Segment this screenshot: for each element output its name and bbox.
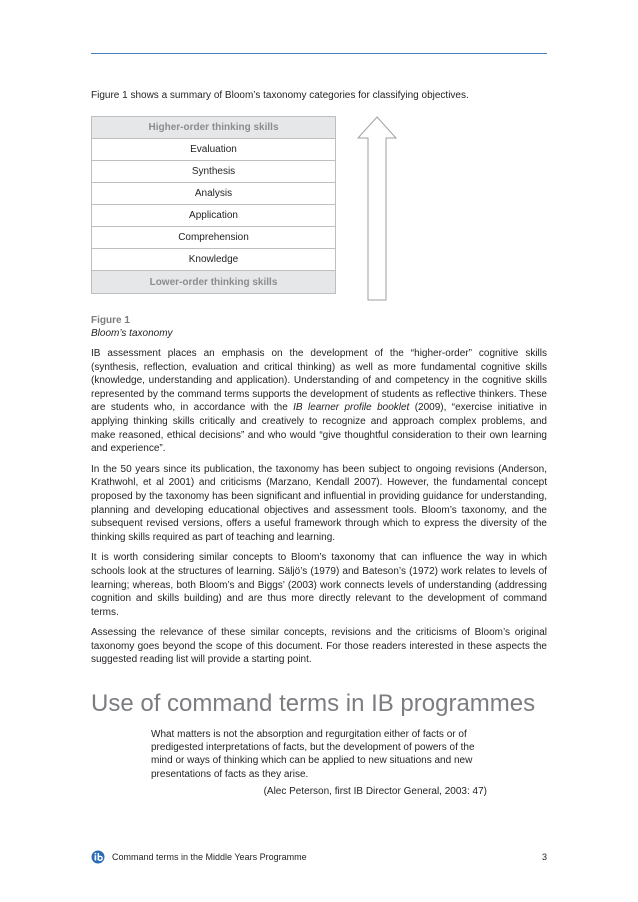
paragraph-text: IB assessment places an emphasis on the development of the “higher-order” cognitive skills (synthesis, reflection, evaluation and critical thinking) as well as more fundamental cognitive skills (knowledge, understanding and application). Understanding of and competency in the cognitive skills represented by the command terms supports the development of students as reflective thinkers. These are students who, in accordance with the — [91, 348, 547, 414]
paragraph: Assessing the relevance of these similar concepts, revisions and the criticisms of Bloom’s original taxonomy goes beyond the scope of this document. For those readers interested in these aspects the suggested reading list will provide a starting point. — [91, 627, 547, 666]
taxonomy-level: Evaluation — [92, 139, 335, 161]
page-footer — [91, 850, 547, 864]
taxonomy-level: Comprehension — [92, 227, 335, 249]
taxonomy-header: Higher-order thinking skills — [92, 117, 335, 139]
publication-title: IB learner profile booklet — [293, 402, 410, 414]
figure-label: Figure 1 — [91, 315, 130, 326]
quote-text: What matters is not the absorption and regurgitation either of facts or of predigested interpretations of facts, but the development of powers of the mind or ways of thinking which can be applied to new situations and new presentations of facts as they arise. — [151, 729, 475, 780]
body-text — [91, 347, 547, 674]
figure-caption — [91, 314, 391, 340]
section-heading: Use of command terms in IB programmes — [91, 690, 536, 717]
paragraph: In the 50 years since its publication, the taxonomy has been subject to ongoing revisions (Anderson, Krathwohl, et al 2001) and criticisms (Marzano, Kendall 2007). However, the fundamental concept proposed by the taxonomy has been significant and influential in providing guidance for understanding, planning and developing educational objectives and assessment tools. Bloom’s taxonomy, and the subsequent revised versions, offers a useful framework through which to express the diversity of the thinking skills required as part of teaching and learning. — [91, 463, 547, 543]
quote-block — [151, 728, 487, 798]
ib-logo-icon — [91, 850, 105, 864]
taxonomy-table — [91, 116, 336, 294]
intro-text: Figure 1 shows a summary of Bloom’s taxonomy categories for classifying objectives. — [91, 90, 469, 101]
up-arrow-icon — [357, 116, 397, 301]
quote-attribution: (Alec Peterson, first IB Director General, 2003: 47) — [263, 785, 487, 797]
figure-title: Bloom’s taxonomy — [91, 328, 173, 339]
page-number: 3 — [541, 852, 547, 862]
taxonomy-level: Application — [92, 205, 335, 227]
footer-title: Command terms in the Middle Years Programme — [112, 852, 307, 862]
paragraph-text: (2009), “exercise initiative in applying thinking skills critically and creatively to recognize and approach complex problems, and make reasoned, ethical decisions” and who would “give thoughtful consideration to their own learning and experience”. — [91, 402, 547, 455]
taxonomy-level: Analysis — [92, 183, 335, 205]
taxonomy-footer: Lower-order thinking skills — [92, 271, 335, 293]
paragraph — [91, 347, 547, 456]
paragraph: It is worth considering similar concepts to Bloom’s taxonomy that can influence the way in which schools look at the structures of learning. Säljö’s (1979) and Bateson’s (1972) work relates to levels of learning; whereas, both Bloom’s and Biggs’ (2003) work connects levels of understanding (addressing cognition and skills building) and are thus more directly relevant to the development of command terms. — [91, 552, 547, 618]
taxonomy-level: Synthesis — [92, 161, 335, 183]
top-rule — [91, 53, 547, 54]
taxonomy-level: Knowledge — [92, 249, 335, 271]
